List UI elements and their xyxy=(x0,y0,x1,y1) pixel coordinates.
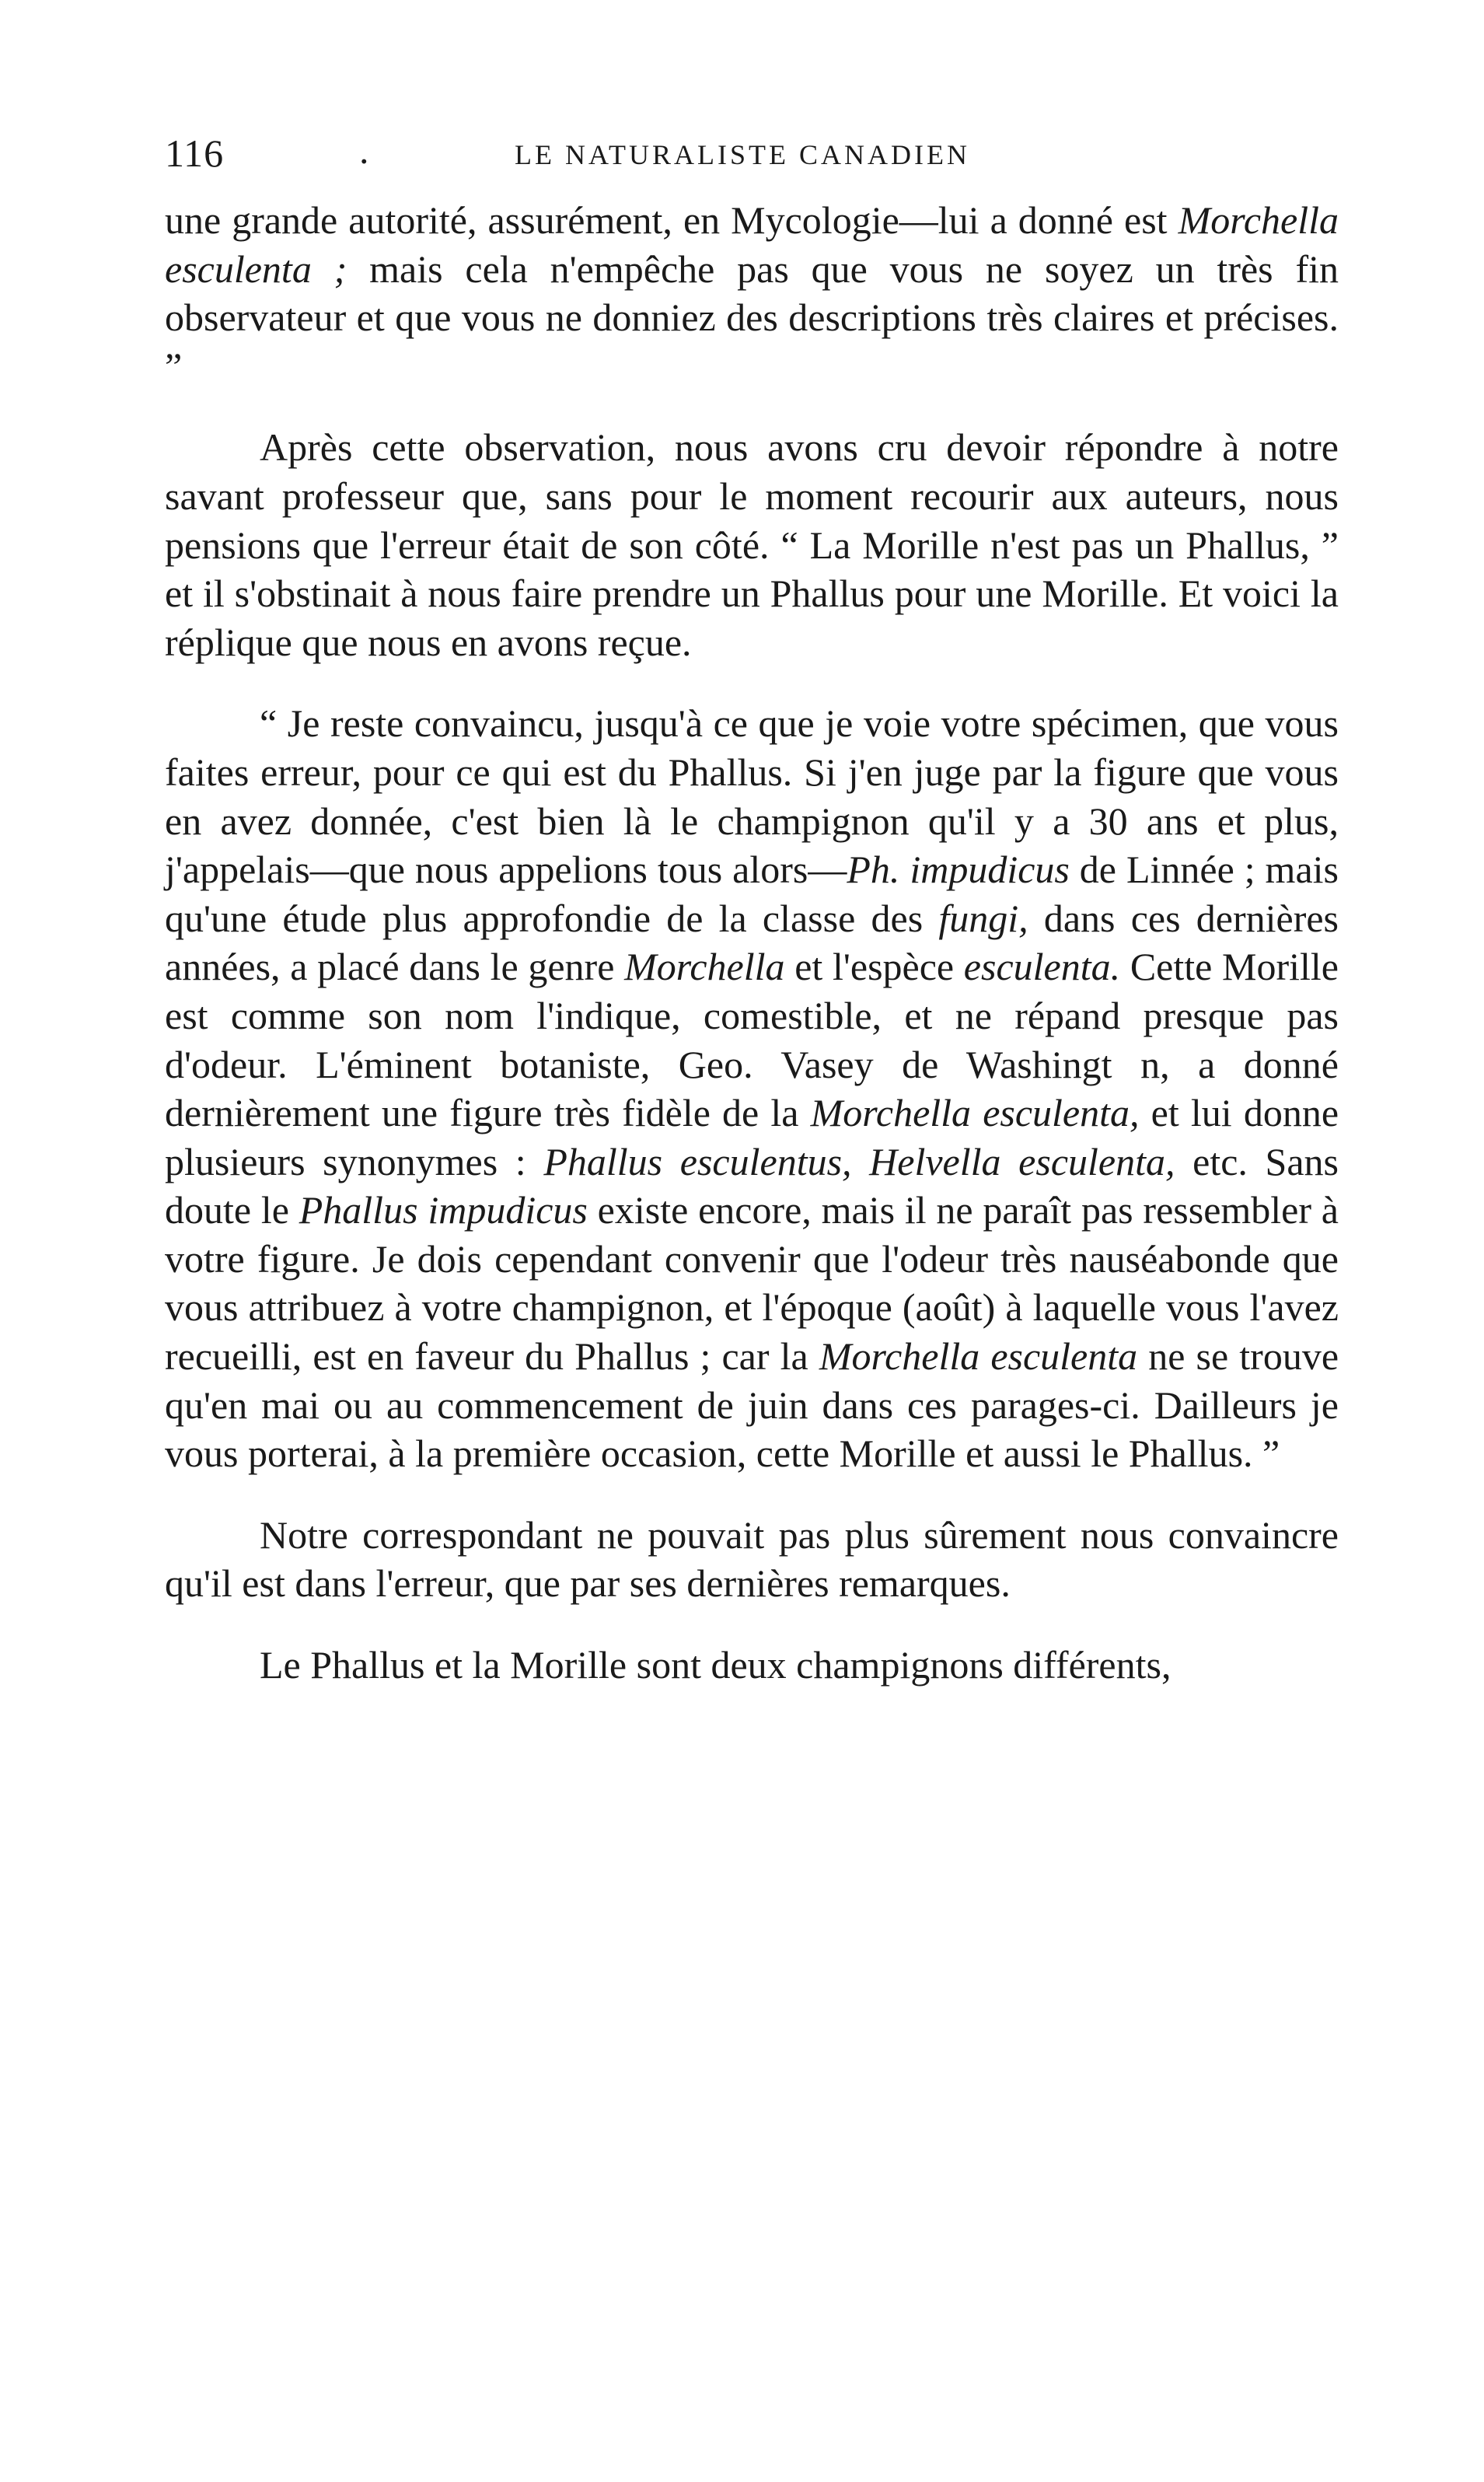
paragraph-4 xyxy=(165,1511,1339,1608)
text-run: existe encore, mais il ne paraît pas ressembler à votre figure. Je dois cependant convenir que l'odeur très nauséabonde que vous attribuez à votre champignon, et l'époque (août) à laquelle vous l'avez recueilli, est en faveur du Phallus ; car la xyxy=(165,1188,1339,1379)
running-head xyxy=(165,117,1339,187)
text-run: dans ces dernières années, a placé dans le genre xyxy=(165,896,1339,989)
paragraph-5 xyxy=(165,1641,1339,1690)
paragraph-2 xyxy=(165,423,1339,666)
text-run: ne se trouve qu'en mai ou au commencement de juin dans ces parages-ci. Dailleurs je vous porterai, à la première occasion, cette Morille et aussi le Phallus. ” xyxy=(165,1334,1339,1476)
text-run: Après cette observation, nous avons cru devoir répondre à notre savant professeur que, sans pour le moment recourir aux auteurs, nous pensions que l'erreur était de son côté. “ La Morille n'est pas un Phallus, ” et il s'obstinait à nous faire prendre un Phallus pour une Morille. Et voici la réplique que nous en avons reçue. xyxy=(165,425,1339,664)
italic-term: Morchella xyxy=(624,945,785,989)
italic-term: fungi, xyxy=(938,896,1028,940)
paragraph-3 xyxy=(165,699,1339,1478)
text-run: Notre correspondant ne pouvait pas plus sûrement nous convaincre qu'il est dans l'erreur, que par ses dernières remarques. xyxy=(165,1512,1339,1606)
italic-term: Phallus impudicus xyxy=(299,1188,588,1232)
italic-term: Morchella esculenta ; xyxy=(165,198,1339,291)
italic-term: Morchella esculenta, xyxy=(810,1091,1140,1135)
italic-term: Ph. impudicus xyxy=(847,848,1070,892)
text-run: une grande autorité, assurément, en Mycologie—lui a donné est xyxy=(165,198,1178,242)
text-run: de Linnée ; mais qu'une étude plus approfondie de la classe des xyxy=(165,848,1339,940)
paragraph-1 xyxy=(165,196,1339,390)
text-run: et l'espèce xyxy=(784,945,964,989)
book-page xyxy=(165,117,1339,1690)
text-run: mais cela n'empêche pas que vous ne soyez un très fin observateur et que vous ne donniez des descriptions très claires et précises. ” xyxy=(165,246,1339,388)
text-run: etc. Sans doute le xyxy=(165,1139,1339,1232)
italic-term: Morchella esculenta xyxy=(819,1334,1138,1379)
page-number: 116 xyxy=(165,131,225,175)
text-run: Cette Morille est comme son nom l'indique, comestible, et ne répand presque pas d'odeur. L'éminent botaniste, Geo. Vasey de Washingt n, a donné dernièrement une figure très fidèle de la xyxy=(165,945,1339,1135)
italic-term: esculenta. xyxy=(963,945,1121,989)
journal-title: LE NATURALISTE CANADIEN xyxy=(515,139,970,170)
text-run: et lui donne plusieurs synonymes : xyxy=(165,1091,1339,1183)
header-separator: . xyxy=(359,128,370,172)
text-run: Le Phallus et la Morille sont deux champignons différents, xyxy=(260,1643,1171,1687)
italic-term: Phallus esculentus, Helvella esculenta, xyxy=(543,1139,1175,1183)
text-run: “ Je reste convaincu, jusqu'à ce que je voie votre spécimen, que vous faites erreur, pour ce qui est du Phallus. Si j'en juge par la figure que vous en avez donnée, c'est bien là le champignon qu'il y a 30 ans et plus, j'appelais—que nous appelions tous alors— xyxy=(165,701,1339,892)
